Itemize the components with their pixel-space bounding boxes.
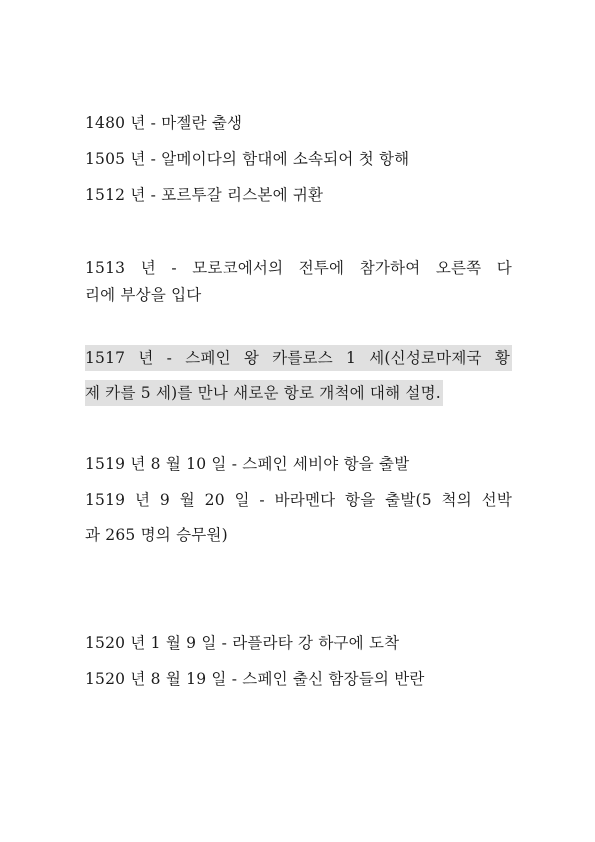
timeline-entry-1520-jan: 1520 년 1 월 9 일 - 라플라타 강 하구에 도착 bbox=[85, 634, 400, 652]
highlighted-text: 1517 년 - 스페인 왕 카를로스 1 세(신성로마제국 황 bbox=[85, 345, 512, 371]
timeline-entry-1512: 1512 년 - 포르투갈 리스본에 귀환 bbox=[85, 186, 324, 204]
timeline-entry-1519-sep-line2: 과 265 명의 승무원) bbox=[85, 526, 228, 544]
timeline-entry-1517-line2 bbox=[85, 382, 443, 404]
highlighted-text: 제 카를 5 세)를 만나 새로운 항로 개척에 대해 설명. bbox=[85, 380, 443, 406]
timeline-entry-1480: 1480 년 - 마젤란 출생 bbox=[85, 114, 243, 132]
timeline-entry-1519-sep-line1: 1519 년 9 월 20 일 - 바라멘다 항을 출발(5 척의 선박 bbox=[85, 491, 512, 509]
timeline-entry-1520-aug: 1520 년 8 월 19 일 - 스페인 출신 함장들의 반란 bbox=[85, 670, 425, 688]
timeline-entry-1513-line1: 1513 년 - 모로코에서의 전투에 참가하여 오른쪽 다 bbox=[85, 259, 512, 277]
timeline-entry-1513-line2: 리에 부상을 입다 bbox=[85, 286, 202, 304]
timeline-entry-1517-line1 bbox=[85, 347, 512, 369]
timeline-entry-1505: 1505 년 - 알메이다의 함대에 소속되어 첫 항해 bbox=[85, 150, 410, 168]
timeline-entry-1519-aug: 1519 년 8 월 10 일 - 스페인 세비야 항을 출발 bbox=[85, 455, 410, 473]
